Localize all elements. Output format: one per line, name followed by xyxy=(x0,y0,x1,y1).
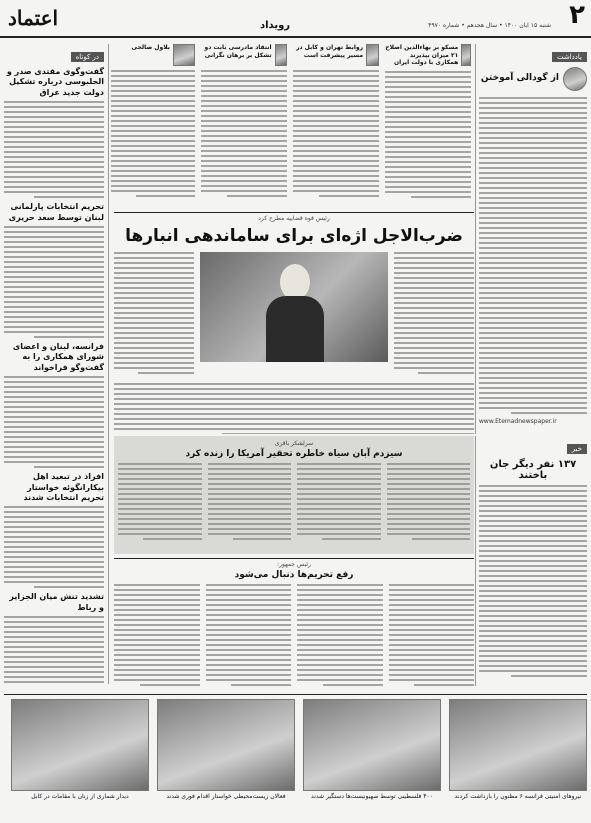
news-photo xyxy=(157,699,295,791)
middle-headline: سیزدم آبان سیاه خاطره تحقیر آمریکا را زنده کرد xyxy=(185,449,403,459)
side-tag: خبر xyxy=(567,444,587,454)
top-box-title: بلاول صالحی xyxy=(131,44,170,51)
editorial-column xyxy=(479,44,587,429)
website-url[interactable]: www.Etemadnewspaper.ir xyxy=(479,418,557,425)
news-photo xyxy=(303,699,441,791)
editorial-title: از گودالی آموختن xyxy=(480,73,559,83)
photo-item xyxy=(11,699,149,801)
lower-headline: رفع تحریم‌ها دنبال می‌شود xyxy=(234,570,354,580)
brief-headline: تحریم انتخابات پارلمانی لبنان توسط سعد حریری xyxy=(8,202,104,222)
briefs-column xyxy=(4,44,104,684)
photo-item xyxy=(449,699,587,801)
main-headline: ضرب‌الاجل اژه‌ای برای ساماندهی انبارها xyxy=(125,226,463,246)
brief-headline: فرانسه، لبنان و اعضای شورای همکاری را به گفت‌وگو فراخواند xyxy=(12,341,104,372)
photo-item xyxy=(303,699,441,801)
news-photo xyxy=(11,699,149,791)
section-name: رویداد xyxy=(260,20,291,31)
person-photo xyxy=(275,44,287,66)
main-photo xyxy=(200,252,389,362)
top-box-title: مسکو بر بهاءالدین اصلاح ۲۱ میزان بپذیرند همکاری با دولت ایران xyxy=(385,44,459,66)
lower-kicker: رئیس جمهور: xyxy=(114,558,474,568)
main-body-right xyxy=(394,252,474,377)
top-box xyxy=(293,44,379,204)
brief-headline: تشدید تنش میان الجزایر و رباط xyxy=(9,592,104,612)
middle-kicker: سرلشکر باقری xyxy=(274,440,314,447)
briefs-tag: در کوتاه xyxy=(71,52,104,62)
top-box-title: انتقاد مادرسی بابت دو تشکل بر برهان نگرانی xyxy=(204,44,272,59)
author-photo xyxy=(563,67,587,91)
editorial-body xyxy=(479,97,587,414)
person-photo xyxy=(366,44,379,66)
newspaper-logo: اعتماد xyxy=(8,6,59,30)
top-box-title: روابط تهران و کابل در مسیر پیشرفت است xyxy=(296,44,364,59)
brief-headline: گفت‌وگوی مقتدی صدر و الحلبوسی درباره تشکیل دولت جدید عراق xyxy=(6,67,104,97)
side-story xyxy=(479,436,587,686)
brief-headline: افراد در تبعید اهل بیکارانگوئه خواستار تحریم انتخابات شدند xyxy=(23,472,104,502)
main-body-left xyxy=(114,252,194,377)
page-number: ۲ xyxy=(569,0,585,30)
person-photo xyxy=(461,44,471,66)
person-photo xyxy=(173,44,195,66)
middle-story xyxy=(114,436,474,554)
photo-strip xyxy=(4,694,587,819)
top-box xyxy=(385,44,471,204)
main-kicker: رئیس قوه قضاییه مطرح کرد xyxy=(114,212,474,222)
masthead xyxy=(0,0,591,38)
photo-caption: فعالان زیست‌محیطی خواستار اقدام فوری شدند xyxy=(166,793,286,800)
editorial-tag: یادداشت xyxy=(552,52,587,62)
top-box xyxy=(111,44,195,204)
lower-story xyxy=(114,558,474,686)
photo-item xyxy=(157,699,295,801)
top-boxes-row xyxy=(111,44,471,204)
main-story xyxy=(114,212,474,434)
side-headline: ۱۳۷ نفر دیگر جان باختند xyxy=(489,459,577,481)
photo-caption: ۴۰۰ فلسطینی توسط صهیونیست‌ها دستگیر شدند xyxy=(311,793,433,800)
photo-caption: نیروهای امنیتی فرانسه ۶ مظنون را بازداشت کردند xyxy=(454,793,582,800)
dateline: شنبه ۱۵ آبان ۱۴۰۰ • سال هجدهم • شماره ۴۹۷۰ xyxy=(428,22,551,29)
news-photo xyxy=(449,699,587,791)
photo-caption: دیدار شماری از زنان با مقامات در کابل xyxy=(31,793,129,800)
top-box xyxy=(201,44,287,204)
